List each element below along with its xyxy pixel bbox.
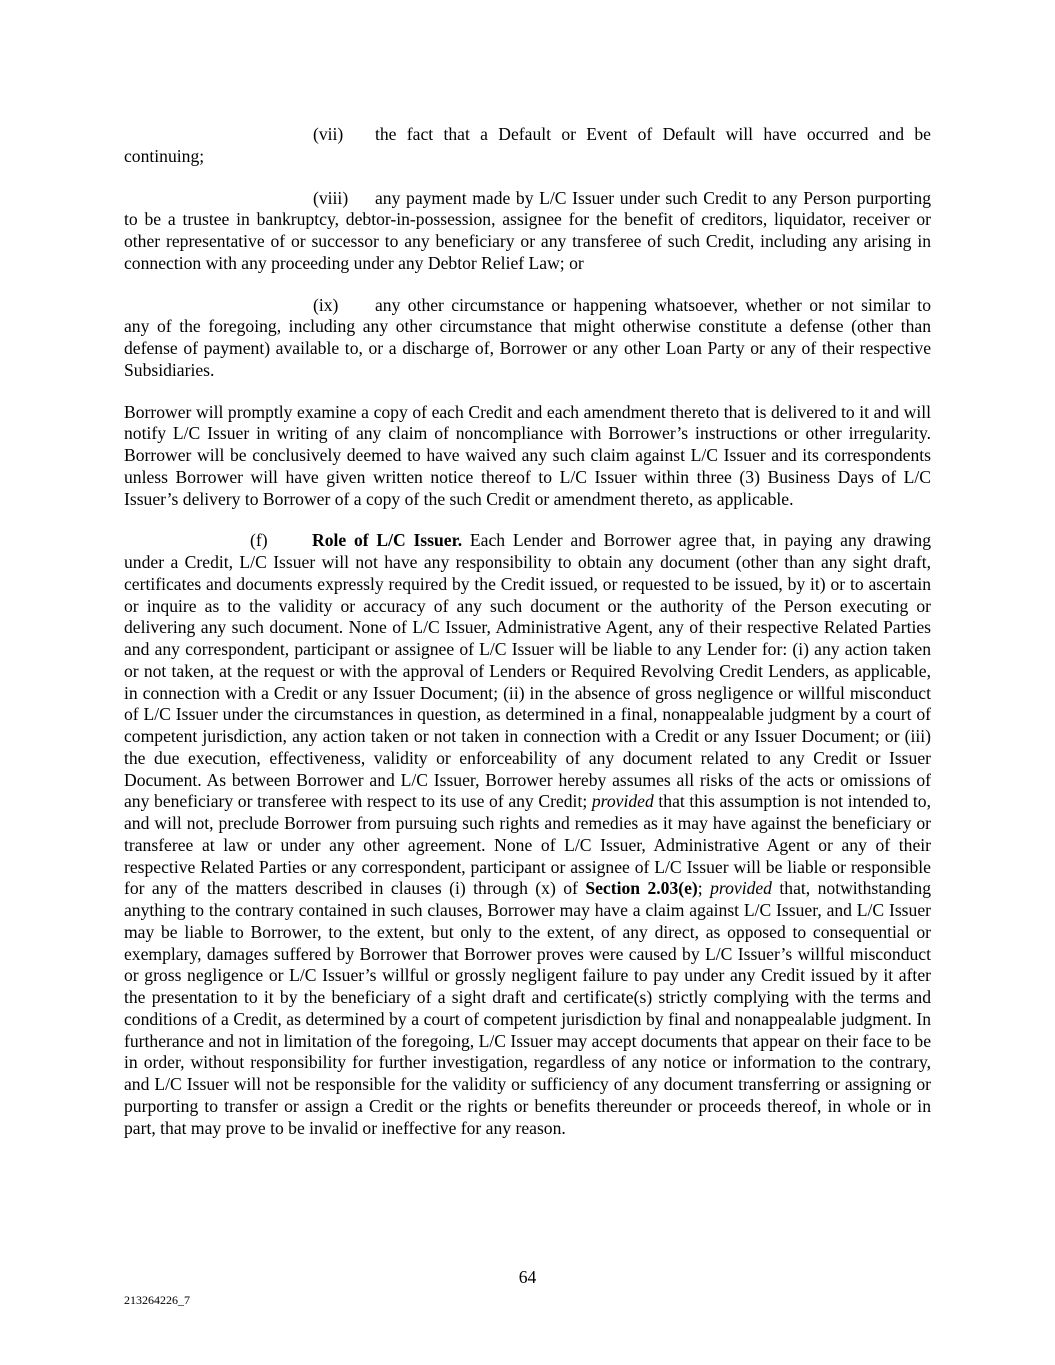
- page-number: 64: [518, 1267, 537, 1287]
- clause-heading: Role of L/C Issuer.: [312, 530, 463, 551]
- clause-number: (ix): [313, 294, 339, 315]
- borrower-paragraph: [124, 402, 931, 511]
- clause-text: the fact that a Default or Event of Default will have occurred and be continuing;: [124, 124, 931, 166]
- clause-text-part-1: Each Lender and Borrower agree that, in paying any drawing under a Credit, L/C Issuer will not have any responsibility to obtain any document (other than any sight draft, certificates and documents expressly required by the Credit issued, or requested to be issued, by it) or to ascertain or inquire as to the validity or accuracy of any such document or the authority of the Person executing or delivering any such document. None of L/C Issuer, Administrative Agent, any of their respective Related Parties and any correspondent, participant or assignee of L/C Issuer will be liable to any Lender for: (i) any action taken or not taken, at the request or with the approval of Lenders or Required Revolving Credit Lenders, as applicable, in connection with a Credit or any Issuer Document; (ii) in the absence of gross negligence or willful misconduct of L/C Issuer under the circumstances in question, as determined in a final, nonappealable judgment by a court of competent jurisdiction, any action taken or not taken in connection with a Credit or any Issuer Document; or (iii) the due execution, effectiveness, validity or enforceability of any document related to any Credit or Issuer Document. As between Borrower and L/C Issuer, Borrower hereby assumes all risks of the acts or omissions of any beneficiary or transferee with respect to its use of any Credit;: [124, 530, 931, 812]
- clause-text-part-2: that this assumption is not intended to, and will not, preclude Borrower from pursuing such rights and remedies as it may have against the beneficiary or transferee at law or under any other agreement. None of L/C Issuer, Administrative Agent or any of their respective Related Parties or any correspondent, participant or assignee of L/C Issuer will be liable or responsible for any of the matters described in clauses (i) through (x) of: [124, 791, 931, 899]
- document-body: [124, 124, 931, 1159]
- provided-term: provided: [591, 791, 654, 812]
- clause-text-part-3: ;: [697, 878, 711, 899]
- section-reference: Section 2.03(e): [585, 878, 698, 899]
- clause-vii: [124, 124, 931, 168]
- document-id: 213264226_7: [124, 1293, 190, 1307]
- clause-text: any other circumstance or happening whatsoever, whether or not similar to any of the foregoing, including any other circumstance that might otherwise constitute a defense (other than defense of payment) available to, or a discharge of, Borrower or any other Loan Party or any of their respective Subsidiaries.: [124, 294, 931, 380]
- clause-number: (f): [250, 530, 268, 551]
- clause-viii: [124, 188, 931, 275]
- clause-number: (vii): [313, 124, 344, 144]
- clause-text-part-4: that, notwithstanding anything to the contrary contained in such clauses, Borrower may have a claim against L/C Issuer, and L/C Issuer may be liable to Borrower, to the extent, but only to the extent, of any direct, as opposed to consequential or exemplary, damages suffered by Borrower that Borrower proves were caused by L/C Issuer’s willful misconduct or gross negligence or L/C Issuer’s willful or grossly negligent failure to pay under any Credit issued by it after the presentation to it by the beneficiary of a sight draft and certificate(s) strictly complying with the terms and conditions of a Credit, as determined by a court of competent jurisdiction by final and nonappealable judgment. In furtherance and not in limitation of the foregoing, L/C Issuer may accept documents that appear on their face to be in order, without responsibility for further investigation, regardless of any notice or information to the contrary, and L/C Issuer will not be responsible for the validity or sufficiency of any document transferring or assigning or purporting to transfer or assign a Credit or the rights or benefits thereunder or proceeds thereof, in whole or in part, that may prove to be invalid or ineffective for any reason.: [124, 878, 931, 1138]
- clause-ix: [124, 295, 931, 382]
- clause-text: any payment made by L/C Issuer under such Credit to any Person purporting to be a trustee in bankruptcy, debtor-in-possession, assignee for the benefit of creditors, liquidator, receiver or other representative of or successor to any beneficiary or any transferee of such Credit, including any arising in connection with any proceeding under any Debtor Relief Law; or: [124, 187, 931, 273]
- provided-term: provided: [710, 878, 772, 899]
- clause-number: (viii): [313, 187, 349, 208]
- clause-f-role-of-lc-issuer: [124, 530, 931, 1139]
- paragraph-text: Borrower will promptly examine a copy of each Credit and each amendment thereto that is delivered to it and will notify L/C Issuer in writing of any claim of noncompliance with Borrower’s instructions or other irregularity. Borrower will be conclusively deemed to have waived any such claim against L/C Issuer and its correspondents unless Borrower will have given written notice thereof to L/C Issuer within three (3) Business Days of L/C Issuer’s delivery to Borrower of a copy of the such Credit or amendment thereto, as applicable.: [124, 401, 931, 509]
